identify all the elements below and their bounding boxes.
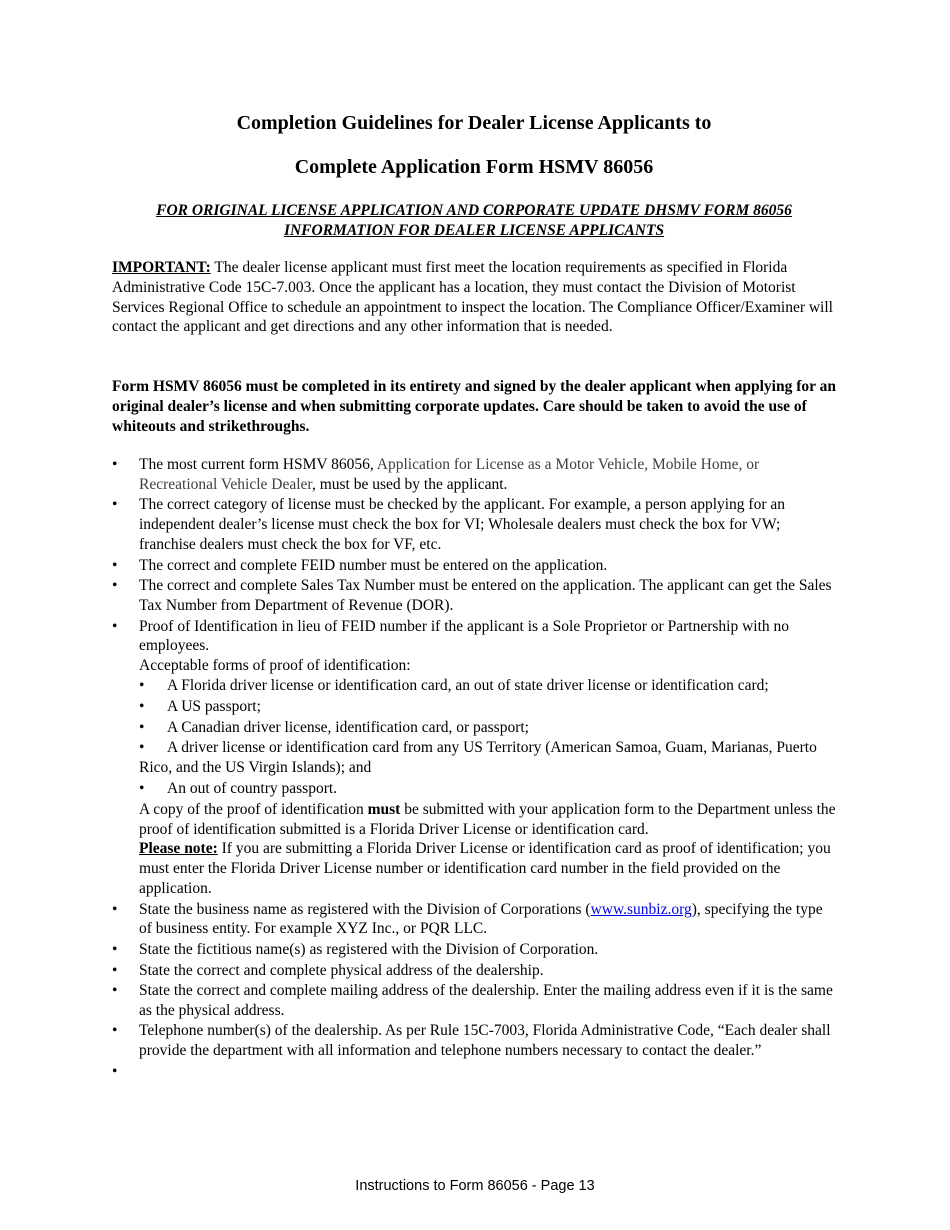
please-note [139,839,836,898]
list-item [112,900,836,940]
subtitle-line1: FOR ORIGINAL LICENSE APPLICATION AND CORPORATE UPDATE DHSMV FORM 86056 [156,202,792,219]
list-item [112,455,836,495]
form-title-text: Application for License as a Motor Vehicle, Mobile Home, or Recreational Vehicle Dealer [139,456,760,493]
list-item-text: • Proof of Identification in lieu of FEID number if the applicant is a Sole Proprietor or Partnership with no employees. [139,617,790,655]
list-item-text: State the business name as registered with the Division of Corporations ( [139,900,591,918]
important-label: IMPORTANT: [112,259,211,276]
list-item: • State the fictitious name(s) as registered with the Division of Corporation. [112,940,836,960]
requirements-list [112,455,836,1083]
list-item-text: , must be used by the applicant. [311,475,508,493]
page-footer: Instructions to Form 86056 - Page 13 [355,1178,595,1194]
list-item: • The correct and complete FEID number must be entered on the application. [112,556,836,576]
sub-list-item: • A Canadian driver license, identification card, or passport; [139,718,836,738]
list-item [112,617,836,899]
sunbiz-link[interactable]: www.sunbiz.org [590,900,692,918]
list-item: • State the correct and complete physical address of the dealership. [112,961,836,981]
sub-list-item: • A Florida driver license or identification card, an out of state driver license or identification card; [139,676,836,696]
list-item-text: A copy of the proof of identification [139,800,368,818]
page-title-line1: Completion Guidelines for Dealer License Applicants to [236,112,712,134]
empty-list-item [112,1062,836,1082]
list-item: • The correct and complete Sales Tax Number must be entered on the application. The applicant can get the Sales Tax Number from Department of Revenue (DOR). [112,576,836,616]
list-item-text: be submitted with your application form to the Department unless the proof of identification submitted is a Florida Driver License or identification card. [139,800,836,838]
subtitle [112,201,836,241]
emphasis-must: must [367,800,401,818]
subtitle-line2: INFORMATION FOR DEALER LICENSE APPLICANTS [283,222,665,239]
page-title-line2: Complete Application Form HSMV 86056 [294,156,654,178]
please-note-text: If you are submitting a Florida Driver License or identification card as proof of identification; you must enter the Florida Driver License number or identification card number in the field provided on the application. [139,840,831,897]
please-note-label: Please note: [139,840,218,858]
copy-requirement [139,800,836,840]
important-paragraph [112,258,836,337]
form-note-paragraph: Form HSMV 86056 must be completed in its entirety and signed by the dealer applicant when applying for an original dealer’s license and when submitting corporate updates. Care should be taken to avoid the use of whiteouts and strikethroughs. [112,378,836,435]
sub-list-item: • A US passport; [139,697,836,717]
list-item-text: The most current form HSMV 86056, [139,456,377,473]
sub-list-item: • An out of country passport. [139,779,836,799]
id-forms-list [139,676,836,799]
sub-list-item: • A driver license or identification card from any US Territory (American Samoa, Guam, Marianas, Puerto Rico, and the US Virgin Islands); and [139,738,836,778]
list-item-text: ), specifying the type of business entity. For example XYZ Inc., or PQR LLC. [139,900,823,938]
list-item: • The correct category of license must be checked by the applicant. For example, a person applying for an independent dealer’s license must check the box for VI; Wholesale dealers must check the box for VW; franchise dealers must check the box for VF, etc. [112,495,836,554]
acceptable-forms-label: Acceptable forms of proof of identification: [139,657,411,675]
important-text: The dealer license applicant must first meet the location requirements as specified in Florida Administrative Code 15C-7.003. Once the applicant has a location, they must contact the Division of Motorist Services Regional Office to schedule an appointment to inspect the location. The Compliance Officer/Examiner will contact the applicant and get directions and any other information that is needed. [112,259,833,336]
list-item: • State the correct and complete mailing address of the dealership. Enter the mailing address even if it is the same as the physical address. [112,981,836,1021]
list-item: • Telephone number(s) of the dealership. As per Rule 15C-7003, Florida Administrative Code, “Each dealer shall provide the department with all information and telephone numbers necessary to contact the dealer.” [112,1021,836,1061]
